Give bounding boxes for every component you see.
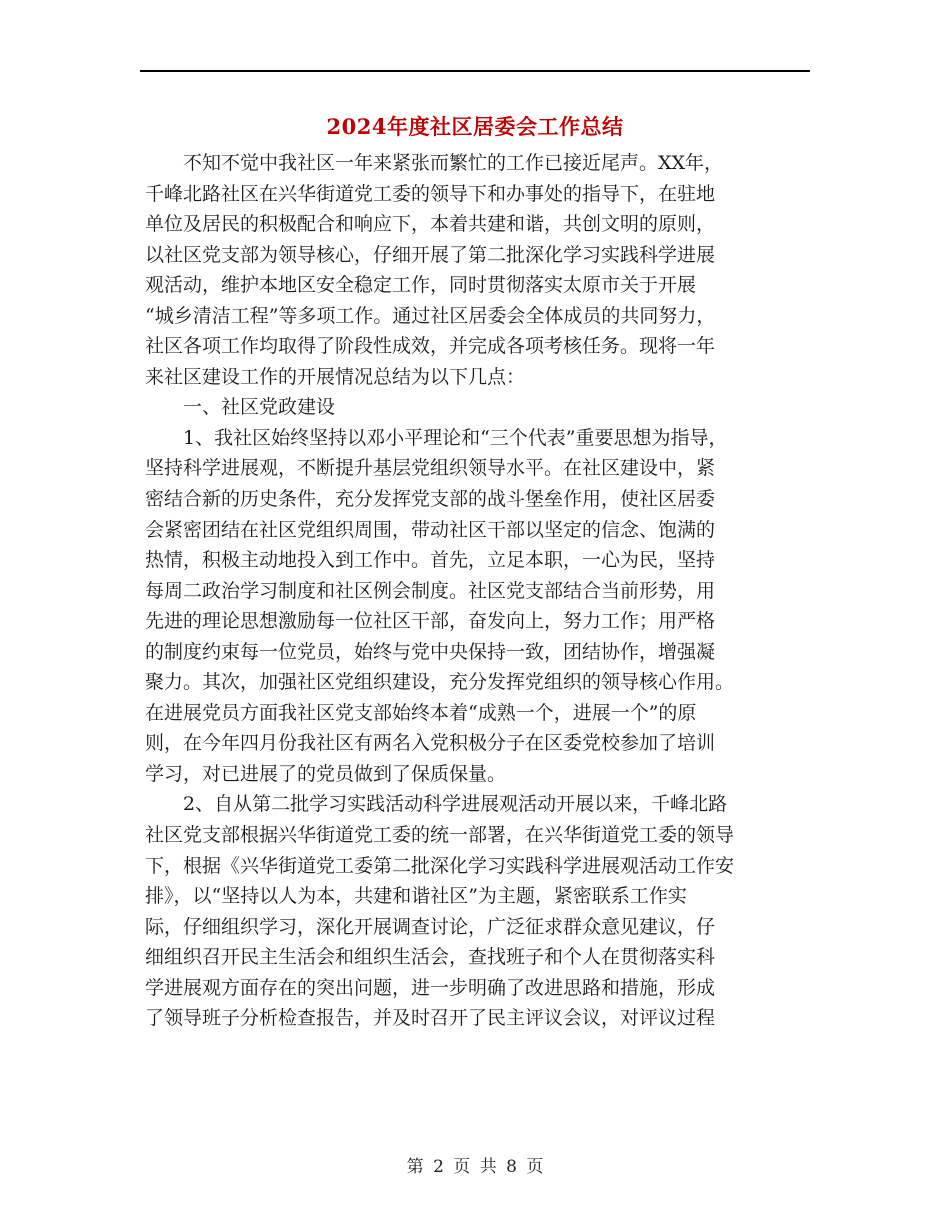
paragraph-line: 热情，积极主动地投入到工作中。首先，立足本职，一心为民，坚持 <box>145 549 716 572</box>
header-rule <box>140 70 810 72</box>
paragraph-line: 不知不觉中我社区一年来紧张而繁忙的工作已接近尾声。XX年， <box>183 152 724 174</box>
section-heading: 一、社区党政建设 <box>183 396 336 419</box>
paragraph-line: 以社区党支部为领导核心，仔细开展了第二批深化学习实践科学进展 <box>145 243 716 266</box>
paragraph-line: 下，根据《兴华街道党工委第二批深化学习实践科学进展观活动工作安 <box>145 854 735 877</box>
paragraph-line: 千峰北路社区在兴华街道党工委的领导下和办事处的指导下，在驻地 <box>145 182 716 205</box>
paragraph-line: 坚持科学进展观，不断提升基层党组织领导水平。在社区建设中，紧 <box>145 457 716 480</box>
paragraph-line: 排》，以“坚持以人为本，共建和谐社区”为主题，紧密联系工作实 <box>145 885 687 908</box>
document-title: 2024年度社区居委会工作总结 <box>326 114 624 139</box>
paragraph-line: 学进展观方面存在的突出问题，进一步明确了改进思路和措施，形成 <box>145 976 716 999</box>
page-number: 第 2 页 共 8 页 <box>406 1157 544 1177</box>
paragraph-line: 2、自从第二批学习实践活动科学进展观活动开展以来，千峰北路 <box>183 793 728 816</box>
paragraph-line: 1、我社区始终坚持以邓小平理论和“三个代表”重要思想为指导， <box>183 426 728 449</box>
paragraph-line: 先进的理论思想激励每一位社区干部，奋发向上，努力工作；用严格 <box>145 610 716 633</box>
paragraph-line: 会紧密团结在社区党组织周围，带动社区干部以坚定的信念、饱满的 <box>145 518 716 541</box>
paragraph-line: 社区党支部根据兴华街道党工委的统一部署，在兴华街道党工委的领导 <box>145 824 735 847</box>
paragraph-line: 在进展党员方面我社区党支部始终本着“成熟一个，进展一个”的原 <box>145 701 697 724</box>
paragraph-line: 学习，对已进展了的党员做到了保质保量。 <box>145 762 507 785</box>
paragraph-line: 聚力。其次，加强社区党组织建设，充分发挥党组织的领导核心作用。 <box>145 671 735 694</box>
paragraph-line: 社区各项工作均取得了阶段性成效，并完成各项考核任务。现将一年 <box>145 335 716 358</box>
paragraph-line: 细组织召开民主生活会和组织生活会，查找班子和个人在贯彻落实科 <box>145 946 716 969</box>
paragraph-line: 密结合新的历史条件，充分发挥党支部的战斗堡垒作用，使社区居委 <box>145 488 716 511</box>
document-body <box>145 148 813 1034</box>
paragraph-line: 来社区建设工作的开展情况总结为以下几点： <box>145 365 526 388</box>
paragraph-line: 则，在今年四月份我社区有两名入党积极分子在区委党校参加了培训 <box>145 732 716 755</box>
paragraph-line: 单位及居民的积极配合和响应下，本着共建和谐，共创文明的原则， <box>145 213 716 236</box>
paragraph-line: “城乡清洁工程”等多项工作。通过社区居委会全体成员的共同努力， <box>145 304 716 327</box>
paragraph-line: 观活动，维护本地区安全稳定工作，同时贯彻落实太原市关于开展 <box>145 274 697 297</box>
paragraph-line: 的制度约束每一位党员，始终与党中央保持一致，团结协作，增强凝 <box>145 640 716 663</box>
paragraph-line: 际，仔细组织学习，深化开展调查讨论，广泛征求群众意见建议，仔 <box>145 915 716 938</box>
paragraph-line: 了领导班子分析检查报告，并及时召开了民主评议会议，对评议过程 <box>145 1007 716 1030</box>
paragraph-line: 每周二政治学习制度和社区例会制度。社区党支部结合当前形势，用 <box>145 579 716 602</box>
